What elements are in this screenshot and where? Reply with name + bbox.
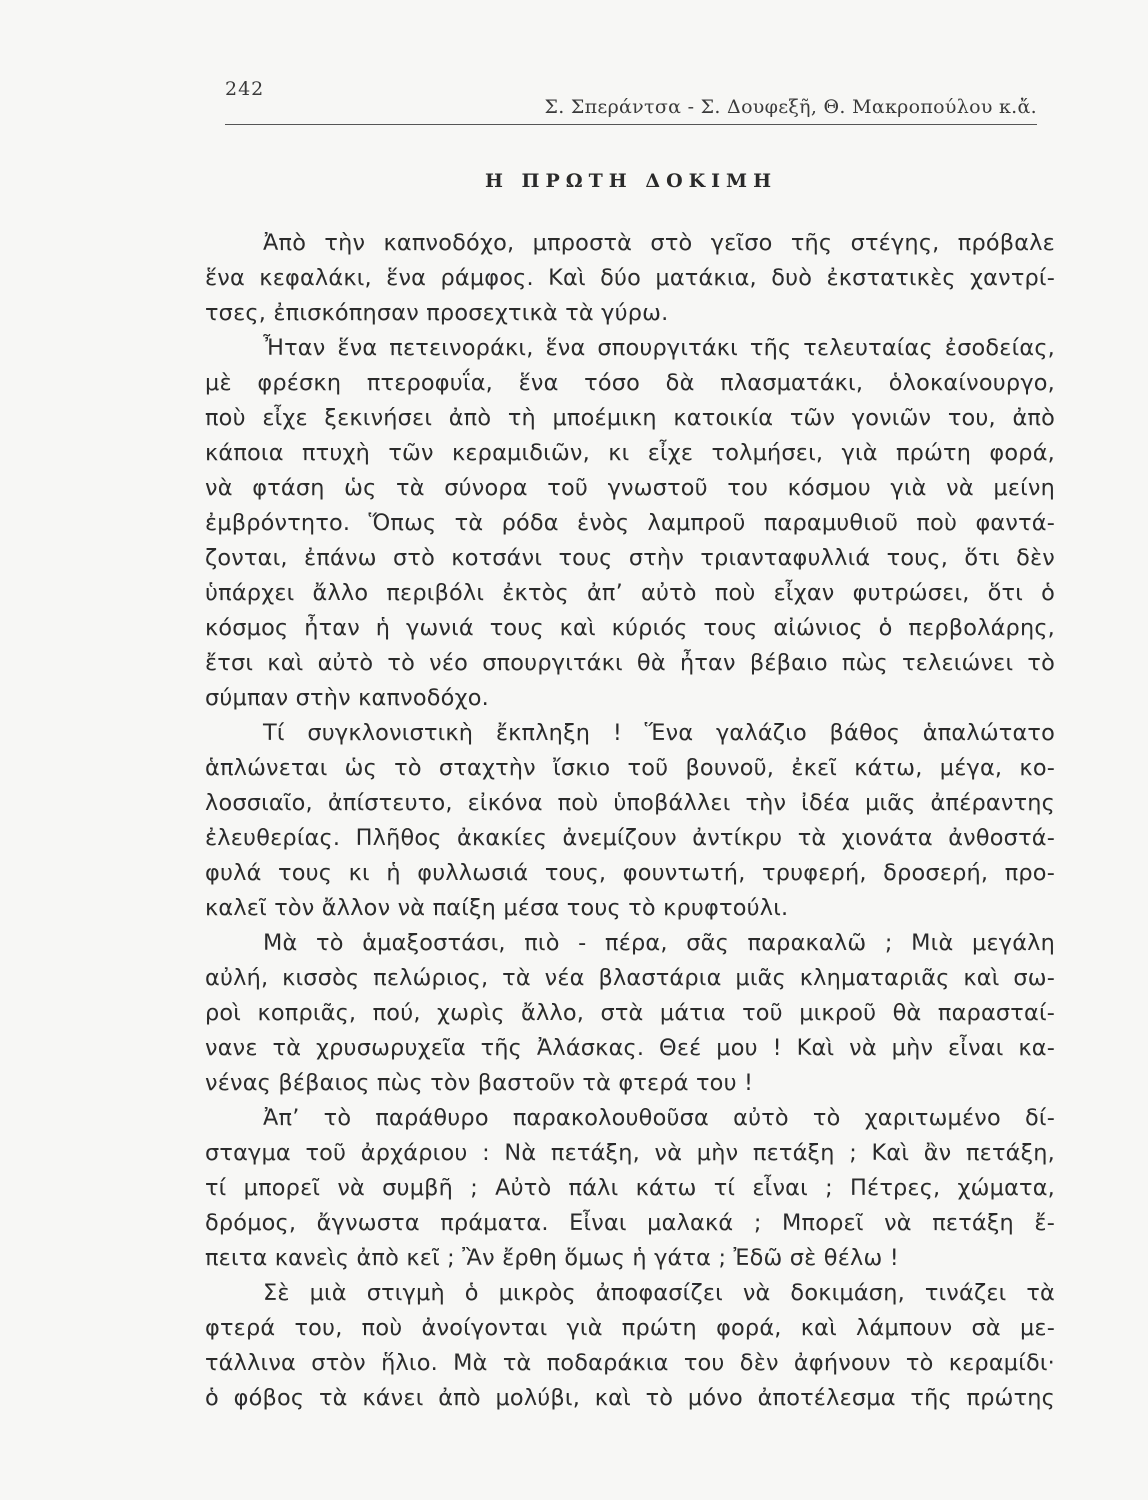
text-line: τσες, ἐπισκόπησαν προσεχτικὰ τὰ γύρω.	[205, 300, 669, 326]
text-line: Ἀπ’ τὸ παράθυρο παρακολουθοῦσα αὐτὸ τὸ χαριτωμένο δί-	[263, 1105, 1055, 1131]
text-line: κάποια πτυχὴ τῶν κεραμιδιῶν, κι εἶχε τολμήσει, γιὰ πρώτη φορά,	[205, 440, 1055, 466]
running-head: Σ. Σπεράντσα - Σ. Δουφεξῆ, Θ. Μακροπούλου κ.ἄ.	[544, 96, 1037, 118]
text-line: τάλλινα στὸν ἥλιο. Μὰ τὰ ποδαράκια του δὲν ἀφήνουν τὸ κεραμίδι·	[205, 1350, 1055, 1376]
text-line: μὲ φρέσκη πτεροφυΐα, ἕνα τόσο δὰ πλασματάκι, ὁλοκαίνουργο,	[205, 370, 1055, 396]
text-line: ὁ φόβος τὰ κάνει ἀπὸ μολύβι, καὶ τὸ μόνο ἀποτέλεσμα τῆς πρώτης	[205, 1385, 1055, 1411]
text-line: πειτα κανεὶς ἀπὸ κεῖ ; Ἂν ἔρθη ὅμως ἡ γάτα ; Ἐδῶ σὲ θέλω !	[205, 1245, 899, 1271]
chapter-title: Η ΠΡΩΤΗ ΔΟΚΙΜΗ	[484, 170, 778, 192]
text-line: σταγμα τοῦ ἀρχάριου : Νὰ πετάξη, νὰ μὴν πετάξη ; Καὶ ἂν πετάξη,	[205, 1140, 1055, 1166]
text-line: τί μπορεῖ νὰ συμβῆ ; Αὐτὸ πάλι κάτω τί εἶναι ; Πέτρες, χώματα,	[205, 1175, 1055, 1201]
text-line: νένας βέβαιος πὼς τὸν βαστοῦν τὰ φτερά του !	[205, 1070, 754, 1096]
text-line: ἔτσι καὶ αὐτὸ τὸ νέο σπουργιτάκι θὰ ἦταν βέβαιο πὼς τελειώνει τὸ	[205, 650, 1055, 676]
text-line: ἁπλώνεται ὡς τὸ σταχτὴν ἴσκιο τοῦ βουνοῦ, ἐκεῖ κάτω, μέγα, κο-	[205, 755, 1055, 781]
page-header	[225, 74, 1037, 124]
text-line: φυλά τους κι ἡ φυλλωσιά τους, φουντωτή, τρυφερή, δροσερή, προ-	[205, 860, 1055, 886]
body-text	[205, 226, 1055, 1416]
text-line: Τί συγκλονιστικὴ ἔκπληξη ! Ἕνα γαλάζιο βάθος ἁπαλώτατο	[263, 720, 1055, 746]
text-line: ποὺ εἶχε ξεκινήσει ἀπὸ τὴ μποέμικη κατοικία τῶν γονιῶν του, ἀπὸ	[205, 405, 1055, 431]
text-line: κόσμος ἦταν ἡ γωνιά τους καὶ κύριός τους αἰώνιος ὁ περβολάρης,	[205, 615, 1055, 641]
text-line: ροὶ κοπριᾶς, πού, χωρὶς ἄλλο, στὰ μάτια τοῦ μικροῦ θὰ παρασταί-	[205, 1000, 1055, 1026]
text-line: Ἀπὸ τὴν καπνοδόχο, μπροστὰ στὸ γεῖσο τῆς στέγης, πρόβαλε	[263, 230, 1055, 256]
text-line: αὐλή, κισσὸς πελώριος, τὰ νέα βλαστάρια μιᾶς κληματαριᾶς καὶ σω-	[205, 965, 1055, 991]
text-line: Ἦταν ἕνα πετεινοράκι, ἕνα σπουργιτάκι τῆς τελευταίας ἐσοδείας,	[263, 335, 1055, 361]
page-number: 242	[225, 78, 265, 100]
text-line: δρόμος, ἄγνωστα πράματα. Εἶναι μαλακά ; Μπορεῖ νὰ πετάξη ἔ-	[205, 1210, 1055, 1236]
header-rule	[225, 124, 1037, 125]
text-line: ἕνα κεφαλάκι, ἕνα ράμφος. Καὶ δύο ματάκια, δυὸ ἐκστατικὲς χαντρί-	[205, 265, 1055, 291]
text-line: ἐλευθερίας. Πλῆθος ἀκακίες ἀνεμίζουν ἀντίκρυ τὰ χιονάτα ἀνθοστά-	[205, 825, 1055, 851]
text-line: φτερά του, ποὺ ἀνοίγονται γιὰ πρώτη φορά, καὶ λάμπουν σὰ με-	[205, 1315, 1055, 1341]
text-line: σύμπαν στὴν καπνοδόχο.	[205, 685, 489, 711]
text-line: καλεῖ τὸν ἄλλον νὰ παίξη μέσα τους τὸ κρυφτούλι.	[205, 895, 789, 921]
text-line: νανε τὰ χρυσωρυχεῖα τῆς Ἀλάσκας. Θεέ μου ! Καὶ νὰ μὴν εἶναι κα-	[205, 1035, 1055, 1061]
text-line: ὑπάρχει ἄλλο περιβόλι ἐκτὸς ἀπ’ αὐτὸ ποὺ εἶχαν φυτρώσει, ὅτι ὁ	[205, 580, 1055, 606]
text-line: νὰ φτάση ὡς τὰ σύνορα τοῦ γνωστοῦ του κόσμου γιὰ νὰ μείνη	[205, 475, 1055, 501]
text-line: λοσσιαῖο, ἀπίστευτο, εἰκόνα ποὺ ὑποβάλλει τὴν ἰδέα μιᾶς ἀπέραντης	[205, 790, 1055, 816]
text-line: ζονται, ἐπάνω στὸ κοτσάνι τους στὴν τριανταφυλλιά τους, ὅτι δὲν	[205, 545, 1055, 571]
text-line: Σὲ μιὰ στιγμὴ ὁ μικρὸς ἀποφασίζει νὰ δοκιμάση, τινάζει τὰ	[263, 1280, 1055, 1306]
text-line: ἐμβρόντητο. Ὅπως τὰ ρόδα ἑνὸς λαμπροῦ παραμυθιοῦ ποὺ φαντά-	[205, 510, 1055, 536]
text-line: Μὰ τὸ ἁμαξοστάσι, πιὸ - πέρα, σᾶς παρακαλῶ ; Μιὰ μεγάλη	[263, 930, 1055, 956]
